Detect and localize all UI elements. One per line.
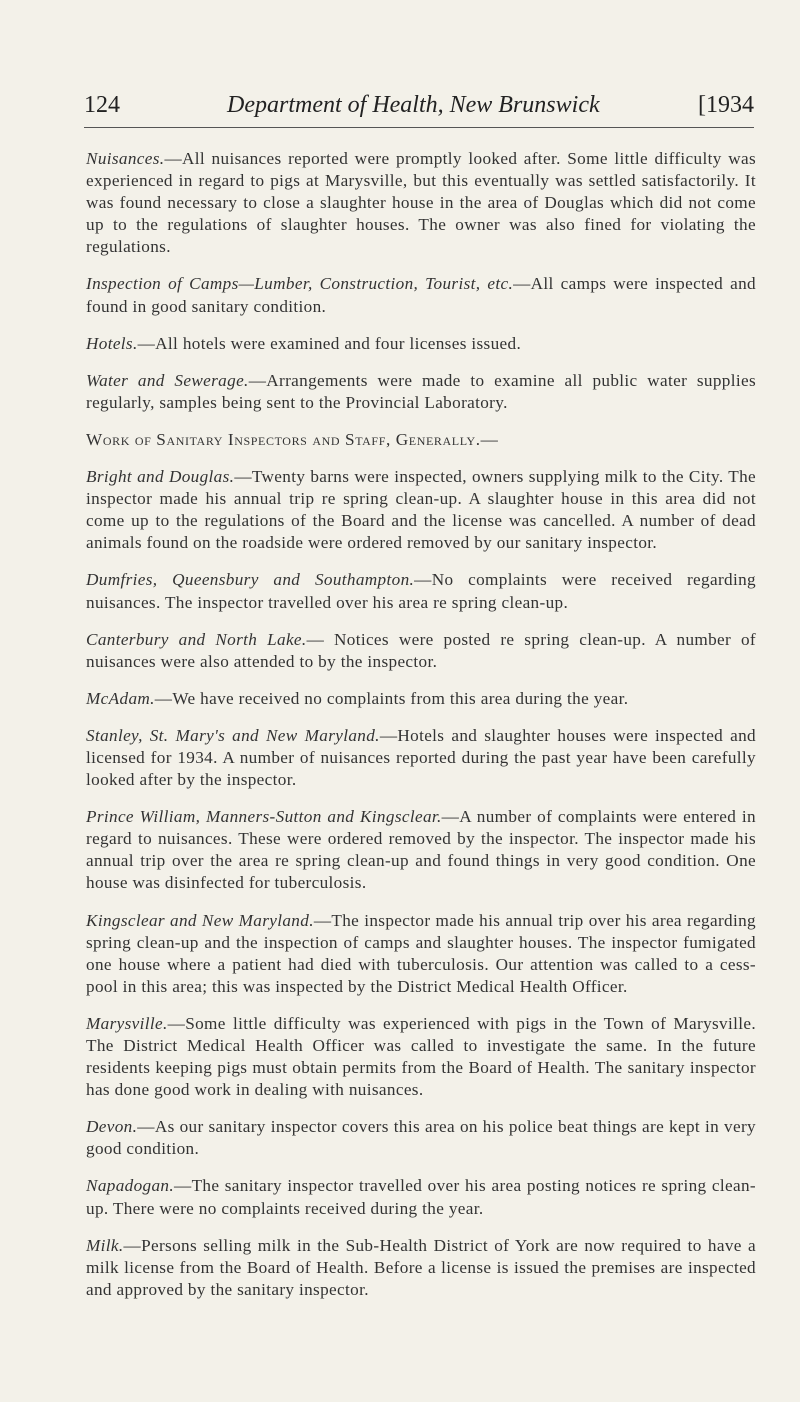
- district-name: Devon.: [86, 1117, 138, 1137]
- district-paragraph: [86, 1175, 756, 1219]
- em-dash: —: [137, 1117, 155, 1137]
- district-text: We have received no complaints from this area during the year.: [172, 688, 629, 708]
- paragraph-text: Arrangements were made to examine all public water supplies regularly, samples being sent to the Provincial Laboratory.: [86, 370, 756, 412]
- em-dash: —: [167, 1013, 186, 1033]
- district-paragraph: [86, 725, 756, 791]
- paragraph-water: [86, 370, 756, 414]
- district-name: Canterbury and North Lake.: [86, 629, 307, 649]
- section-heading: Work of Sanitary Inspectors and Staff, Generally.—: [86, 429, 499, 449]
- district-paragraph: [86, 910, 756, 998]
- paragraph-camps: [86, 273, 756, 317]
- district-name: Bright and Douglas.: [86, 467, 235, 487]
- district-name: Prince William, Manners-Sutton and Kingsclear.: [86, 807, 442, 827]
- district-paragraph: [86, 1013, 756, 1101]
- district-name: McAdam.: [86, 688, 155, 708]
- em-dash: —: [164, 149, 182, 168]
- district-text: The inspector made his annual trip over his area regarding spring clean-up and the inspection of camps and slaughter houses. The inspector fumigated one house where a patient had died with tuberculosis. Our attention was called to a cess-pool in this area; this was inspected by the District Medical Health Officer.: [86, 910, 756, 996]
- district-name: Dumfries, Queensbury and Southampton.: [86, 570, 415, 590]
- paragraph-text: All nuisances reported were promptly looked after. Some little difficulty was experienced in regard to pigs at Marysville, but this eventually was settled satisfactorily. It was found necessary to close a slaughter house in the area of Douglas which did not come up to the regulations of slaughter houses. The owner was also fined for violating the regulations.: [86, 149, 756, 257]
- district-text: The sanitary inspector travelled over his area posting notices re spring clean-up. There were no complaints received during the year.: [86, 1176, 756, 1218]
- em-dash: —: [379, 725, 398, 745]
- paragraph-lead: Water and Sewerage.: [86, 370, 249, 390]
- paragraph-lead: Inspection of Camps—Lumber, Construction, Tourist, etc.: [86, 274, 514, 294]
- district-text: A number of complaints were entered in regard to nuisances. These were ordered removed by the inspector. The inspector made his annual trip over the area re spring clean-up and found things in very good condition. One house was disinfected for tuberculosis.: [86, 807, 756, 893]
- paragraph-nuisances: [86, 148, 756, 258]
- em-dash: —: [513, 274, 531, 294]
- paragraph-text: All camps were inspected and found in good sanitary condition.: [86, 274, 756, 316]
- district-text: No complaints were received regarding nuisances. The inspector travelled over his area re spring clean-up.: [86, 570, 756, 612]
- district-text: Twenty barns were inspected, owners supplying milk to the City. The inspector made his annual trip re spring clean-up. A slaughter house in this area did not come up to the regulations of the Board and the license was cancelled. A number of dead animals found on the roadside were ordered removed by our sanitary inspector.: [86, 467, 756, 553]
- running-header: [84, 92, 754, 128]
- em-dash: —: [234, 467, 252, 487]
- em-dash: —: [441, 807, 460, 827]
- district-text: Hotels and slaughter houses were inspected and licensed for 1934. A number of nuisances reported during the past year have been carefully looked after by the inspector.: [86, 725, 756, 790]
- header-year: [1934: [698, 92, 754, 118]
- district-name: Napadogan.: [86, 1176, 175, 1196]
- district-paragraph: [86, 1116, 756, 1160]
- district-paragraph: [86, 1235, 756, 1301]
- district-paragraph: [86, 806, 756, 894]
- district-paragraph: [86, 569, 756, 613]
- em-dash: —: [414, 570, 432, 590]
- district-text: Persons selling milk in the Sub-Health District of York are now required to have a milk license from the Board of Health. Before a license is issued the premises are inspected and approved by the sanitary inspector.: [86, 1235, 756, 1299]
- paragraph-text: All hotels were examined and four licenses issued.: [155, 333, 522, 353]
- body-text: [86, 148, 756, 1316]
- district-name: Marysville.: [86, 1013, 168, 1033]
- district-text: Some little difficulty was experienced with pigs in the Town of Marysville. The District Medical Health Officer was called to investigate the same. In the future residents keeping pigs must obtain permits from the Board of Health. The sanitary inspector has done good work in dealing with nuisances.: [86, 1013, 756, 1100]
- district-text: As our sanitary inspector covers this area on his police beat things are kept in very good condition.: [86, 1117, 756, 1159]
- paragraph-lead: Hotels.: [86, 333, 138, 353]
- em-dash: —: [123, 1235, 142, 1255]
- district-paragraph: [86, 629, 756, 673]
- district-name: Kingsclear and New Maryland.: [86, 910, 314, 930]
- district-name: Milk.: [86, 1235, 124, 1255]
- header-rule: [84, 127, 754, 128]
- paragraph-hotels: [86, 333, 756, 355]
- district-text: Notices were posted re spring clean-up. A number of nuisances were also attended to by the inspector.: [86, 629, 757, 671]
- em-dash: —: [137, 333, 156, 353]
- em-dash: —: [174, 1176, 192, 1196]
- running-title: Department of Health, New Brunswick: [227, 92, 600, 118]
- district-name: Stanley, St. Mary's and New Maryland.: [86, 725, 380, 745]
- page-number: 124: [84, 92, 120, 118]
- district-paragraph: [86, 688, 756, 710]
- em-dash: —: [248, 370, 267, 390]
- em-dash: —: [154, 688, 173, 708]
- em-dash: —: [306, 629, 325, 649]
- paragraph-lead: Nuisances.: [86, 149, 165, 168]
- district-paragraph: [86, 466, 756, 554]
- em-dash: —: [313, 910, 332, 930]
